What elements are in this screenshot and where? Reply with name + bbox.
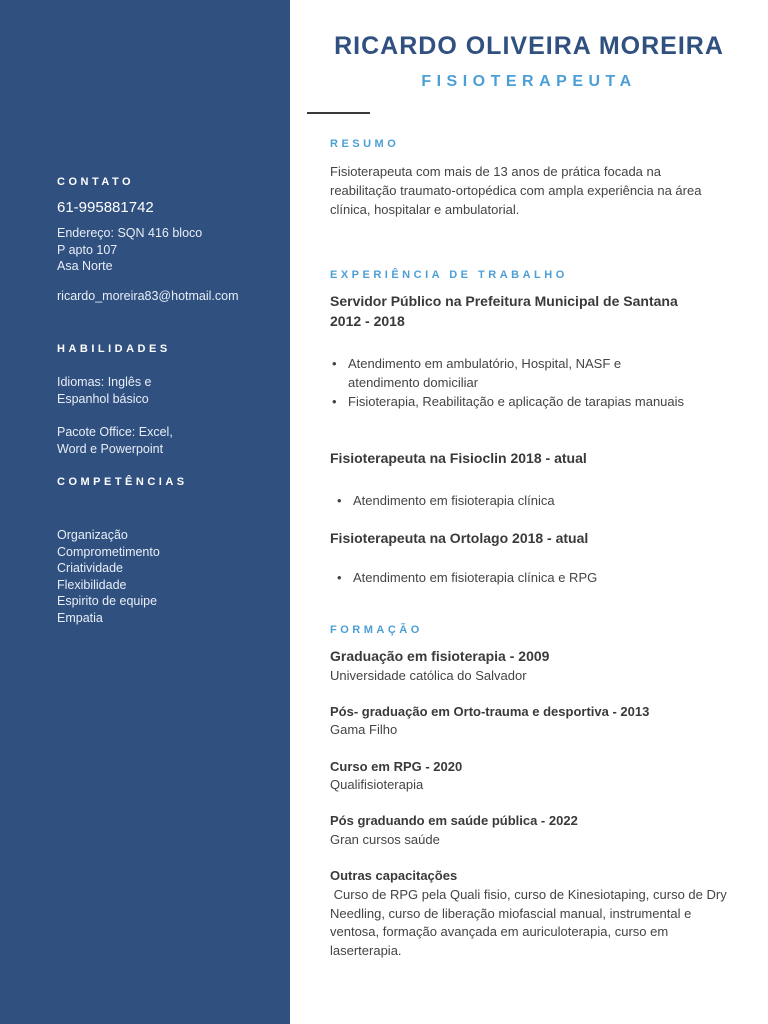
list-item: • Atendimento em fisioterapia clínica e RPG bbox=[335, 568, 715, 587]
candidate-role: FISIOTERAPEUTA bbox=[421, 73, 637, 90]
education-subtitle: Gran cursos saúde bbox=[330, 832, 440, 847]
phone-number: 61-995881742 bbox=[57, 199, 154, 216]
education-title: Graduação em fisioterapia - 2009 bbox=[330, 648, 550, 664]
education-title: Outras capacitações bbox=[330, 868, 458, 883]
job-title: Servidor Público na Prefeitura Municipal de Santana bbox=[330, 293, 678, 309]
education-subtitle: Gama Filho bbox=[330, 722, 398, 737]
address: Endereço: SQN 416 bloco P apto 107 Asa Norte bbox=[57, 226, 203, 273]
list-item: • Atendimento em fisioterapia clínica bbox=[335, 491, 715, 510]
education-title: Pós- graduação em Orto-trauma e desportiva - 2013 bbox=[330, 704, 650, 719]
skills-heading: HABILIDADES bbox=[57, 343, 171, 355]
education-title: Pós graduando em saúde pública - 2022 bbox=[330, 813, 578, 828]
candidate-name: RICARDO OLIVEIRA MOREIRA bbox=[334, 32, 724, 60]
job-bullets bbox=[330, 354, 690, 411]
header-divider bbox=[307, 112, 370, 114]
sidebar bbox=[0, 0, 290, 1024]
contact-heading: CONTATO bbox=[57, 176, 135, 188]
competencies-list: Organização Comprometimento Criatividade Flexibilidade Espirito de equipe Empatia bbox=[57, 528, 160, 625]
education-subtitle: Qualifisioterapia bbox=[330, 777, 424, 792]
skill-item: Idiomas: Inglês e Espanhol básico bbox=[57, 375, 152, 406]
education-subtitle: Curso de RPG pela Quali fisio, curso de Kinesiotaping, curso de Dry Needling, curso de liberação miofascial manual, instrumental e ventosa, formação avançada em auriculoterapia, curso em laserterapia. bbox=[330, 887, 731, 958]
education-title: Curso em RPG - 2020 bbox=[330, 759, 463, 774]
job-bullets bbox=[335, 568, 715, 587]
summary-heading: RESUMO bbox=[330, 138, 400, 150]
email: ricardo_moreira83@hotmail.com bbox=[57, 289, 239, 303]
job-title: Fisioterapeuta na Fisioclin 2018 - atual bbox=[330, 450, 587, 466]
list-item: • Fisioterapia, Reabilitação e aplicação de tarapias manuais bbox=[330, 392, 690, 411]
job-bullets bbox=[335, 491, 715, 510]
job-title: Fisioterapeuta na Ortolago 2018 - atual bbox=[330, 530, 589, 546]
education-subtitle: Universidade católica do Salvador bbox=[330, 668, 527, 683]
competencies-heading: COMPETÊNCIAS bbox=[57, 476, 188, 488]
list-item: • Atendimento em ambulatório, Hospital, NASF e atendimento domiciliar bbox=[330, 354, 690, 392]
job-period: 2012 - 2018 bbox=[330, 313, 405, 329]
skill-item: Pacote Office: Excel, Word e Powerpoint bbox=[57, 425, 173, 456]
summary-text: Fisioterapeuta com mais de 13 anos de prática focada na reabilitação traumato-ortopédica com ampla experiência na área clínica, hospitalar e ambulatorial. bbox=[330, 164, 702, 217]
education-heading: FORMAÇÃO bbox=[330, 624, 423, 636]
experience-heading: EXPERIÊNCIA DE TRABALHO bbox=[330, 269, 568, 281]
